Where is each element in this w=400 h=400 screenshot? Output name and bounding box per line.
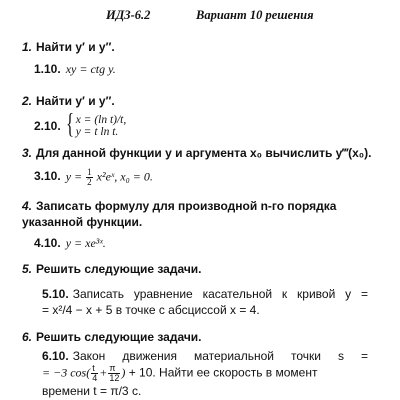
- task-text: Найти y′ и y″.: [36, 94, 115, 108]
- task-number: 3.: [22, 146, 33, 160]
- fraction-denominator: 4: [92, 373, 98, 383]
- fraction-numerator: 1: [87, 167, 92, 177]
- brace-glyph: {: [65, 109, 74, 140]
- system-row-2: y = t ln t.: [75, 126, 119, 138]
- problem-line-2: = x²/4 − x + 5 в точке с абсциссой x = 4.: [42, 303, 260, 317]
- task-4-problem: [34, 236, 106, 251]
- task-text-line-2: указанной функции.: [22, 215, 143, 229]
- task-6-heading: [22, 330, 390, 345]
- fraction-numerator: π: [108, 364, 120, 374]
- assignment-title: ИДЗ-6.2: [106, 8, 151, 22]
- open-paren: (: [86, 365, 91, 380]
- problem-line-2: [42, 364, 368, 383]
- task-number: 5.: [22, 262, 33, 276]
- problem-text: Записать уравнение касательной к кривой y =: [72, 287, 368, 301]
- variant-label: Вариант 10 решения: [196, 8, 314, 22]
- problem-number: 6.10.: [42, 349, 69, 363]
- task-5-problem: [42, 286, 368, 318]
- formula-rest: + 10. Найти ее скорость в момент: [128, 365, 318, 380]
- task-number: 2.: [22, 94, 33, 108]
- problem-text: Закон движения материальной точки s =: [72, 349, 368, 363]
- task-3-problem: [34, 168, 153, 187]
- task-6-problem: [42, 348, 368, 399]
- close-paren: ): [121, 365, 126, 380]
- fraction-half: [86, 168, 93, 187]
- formula-lhs: y =: [65, 169, 83, 184]
- problem-line-1: [42, 286, 368, 302]
- task-number: 6.: [22, 330, 33, 344]
- task-5-heading: [22, 262, 390, 277]
- fraction-numerator: t: [91, 364, 98, 374]
- formula-rhs: x²eˣ, x₀ = 0.: [96, 169, 153, 184]
- fraction-pi-over-12: [108, 364, 120, 383]
- plus-sign: +: [99, 365, 108, 380]
- system-row-1: x = (ln t)/t,: [75, 114, 127, 126]
- task-4-heading: [22, 198, 390, 230]
- task-3-heading: [22, 146, 390, 161]
- task-text: Для данной функции y и аргумента x₀ вычислить y‴(x₀).: [36, 146, 372, 160]
- problem-line-1: [42, 348, 368, 364]
- task-number: 4.: [22, 199, 33, 213]
- problem-formula: y = xe³ˣ.: [65, 236, 106, 250]
- fraction-t-over-4: [91, 364, 98, 383]
- page-header: [0, 8, 400, 24]
- problem-number: 4.10.: [34, 236, 61, 250]
- problem-number: 3.10.: [34, 169, 61, 184]
- task-number: 1.: [22, 40, 33, 54]
- task-2-heading: [22, 94, 390, 109]
- equation-system: [65, 109, 127, 140]
- task-text: Найти y′ и y″.: [36, 40, 115, 54]
- problem-line-3: времени t = π/3 c.: [42, 384, 142, 398]
- task-text: Решить следующие задачи.: [36, 330, 202, 344]
- task-1-problem: [34, 62, 116, 77]
- task-text-line-1: Записать формулу для производной n-го порядка: [36, 199, 337, 213]
- problem-formula: xy = ctg y.: [65, 62, 116, 76]
- task-2-problem: [34, 109, 127, 140]
- task-text: Решить следующие задачи.: [36, 262, 202, 276]
- problem-number: 2.10.: [34, 118, 61, 133]
- fraction-denominator: 2: [87, 177, 92, 187]
- formula-start: = −3 cos: [42, 365, 87, 380]
- problem-number: 5.10.: [42, 287, 69, 301]
- task-1-heading: [22, 40, 390, 55]
- fraction-denominator: 12: [109, 373, 120, 383]
- problem-number: 1.10.: [34, 62, 61, 76]
